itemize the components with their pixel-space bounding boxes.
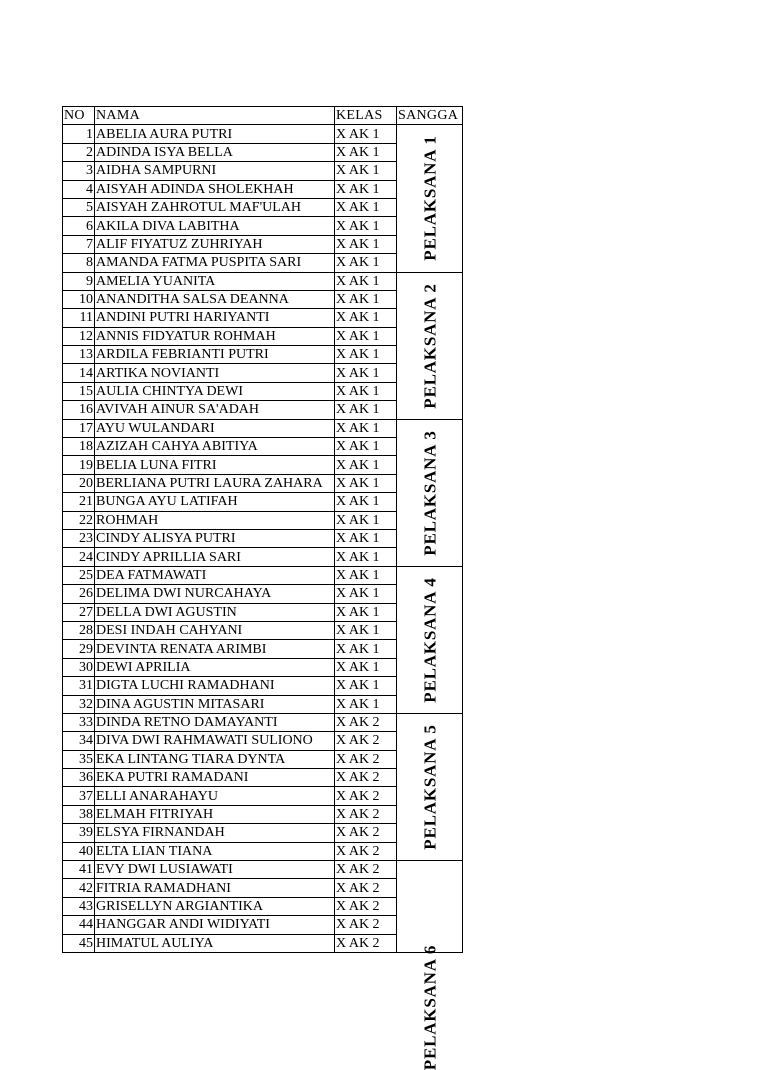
cell-nama-text: AKILA DIVA LABITHA xyxy=(96,218,240,234)
cell-nama-text: ANDINI PUTRI HARIYANTI xyxy=(96,310,270,326)
cell-kelas[interactable]: X AK 2 xyxy=(335,897,397,915)
cell-nama[interactable] xyxy=(95,879,335,897)
cell-kelas[interactable]: X AK 1 xyxy=(335,254,397,272)
cell-no[interactable]: 37 xyxy=(63,787,95,805)
cell-no[interactable]: 15 xyxy=(63,382,95,400)
cell-nama[interactable] xyxy=(95,658,335,676)
cell-kelas[interactable]: X AK 1 xyxy=(335,290,397,308)
cell-kelas[interactable]: X AK 1 xyxy=(335,621,397,639)
cell-kelas[interactable]: X AK 1 xyxy=(335,493,397,511)
cell-nama[interactable] xyxy=(95,750,335,768)
cell-kelas[interactable]: X AK 1 xyxy=(335,125,397,143)
cell-nama-text: GRISELLYN ARGIANTIKA xyxy=(96,898,263,914)
cell-kelas[interactable]: X AK 1 xyxy=(335,419,397,437)
cell-nama[interactable] xyxy=(95,419,335,437)
cell-nama-text: AMELIA YUANITA xyxy=(96,273,216,289)
cell-kelas[interactable]: X AK 1 xyxy=(335,566,397,584)
cell-nama[interactable] xyxy=(95,640,335,658)
cell-nama[interactable] xyxy=(95,180,335,198)
cell-kelas[interactable]: X AK 1 xyxy=(335,180,397,198)
cell-kelas[interactable]: X AK 1 xyxy=(335,677,397,695)
cell-no[interactable]: 34 xyxy=(63,732,95,750)
cell-no[interactable]: 26 xyxy=(63,585,95,603)
cell-nama-text: AIDHA SAMPURNI xyxy=(96,163,217,179)
cell-nama[interactable] xyxy=(95,787,335,805)
cell-no[interactable]: 43 xyxy=(63,897,95,915)
cell-nama[interactable] xyxy=(95,438,335,456)
cell-nama[interactable] xyxy=(95,732,335,750)
cell-nama-text: BELIA LUNA FITRI xyxy=(96,457,217,473)
cell-kelas[interactable]: X AK 1 xyxy=(335,382,397,400)
cell-kelas[interactable]: X AK 2 xyxy=(335,861,397,879)
cell-kelas[interactable]: X AK 1 xyxy=(335,658,397,676)
cell-no[interactable]: 6 xyxy=(63,217,95,235)
cell-kelas[interactable]: X AK 1 xyxy=(335,603,397,621)
cell-kelas[interactable]: X AK 1 xyxy=(335,235,397,253)
cell-kelas[interactable]: X AK 1 xyxy=(335,143,397,161)
cell-kelas[interactable]: X AK 1 xyxy=(335,474,397,492)
sangga-group-label: PELAKSANA 2 xyxy=(420,282,439,409)
header-nama[interactable]: NAMA xyxy=(95,107,335,125)
cell-nama[interactable] xyxy=(95,805,335,823)
cell-no[interactable]: 7 xyxy=(63,235,95,253)
header-kelas[interactable]: KELAS xyxy=(335,107,397,125)
cell-no[interactable]: 17 xyxy=(63,419,95,437)
cell-kelas[interactable]: X AK 1 xyxy=(335,272,397,290)
cell-nama[interactable] xyxy=(95,934,335,952)
cell-no[interactable]: 27 xyxy=(63,603,95,621)
cell-nama[interactable] xyxy=(95,529,335,547)
cell-kelas[interactable]: X AK 1 xyxy=(335,401,397,419)
cell-no[interactable]: 18 xyxy=(63,438,95,456)
cell-nama[interactable] xyxy=(95,548,335,566)
cell-no[interactable]: 16 xyxy=(63,401,95,419)
cell-kelas[interactable]: X AK 2 xyxy=(335,713,397,731)
cell-nama[interactable] xyxy=(95,713,335,731)
cell-kelas[interactable]: X AK 1 xyxy=(335,364,397,382)
cell-nama[interactable] xyxy=(95,861,335,879)
cell-nama-text: DIGTA LUCHI RAMADHANI xyxy=(96,678,275,694)
table-row xyxy=(63,272,463,290)
cell-sangga-group[interactable] xyxy=(397,566,463,713)
cell-nama[interactable] xyxy=(95,346,335,364)
cell-nama-text: HIMATUL AULIYA xyxy=(96,935,214,951)
cell-kelas[interactable]: X AK 1 xyxy=(335,162,397,180)
cell-no[interactable]: 11 xyxy=(63,309,95,327)
cell-nama-text: ELTA LIAN TIANA xyxy=(96,843,213,859)
cell-nama[interactable] xyxy=(95,272,335,290)
cell-kelas[interactable]: X AK 1 xyxy=(335,585,397,603)
cell-no[interactable]: 1 xyxy=(63,125,95,143)
cell-nama[interactable] xyxy=(95,566,335,584)
cell-nama[interactable] xyxy=(95,916,335,934)
cell-no[interactable]: 20 xyxy=(63,474,95,492)
cell-nama[interactable] xyxy=(95,677,335,695)
cell-no[interactable]: 45 xyxy=(63,934,95,952)
sangga-group-label: PELAKSANA 6 xyxy=(420,944,439,1070)
cell-nama[interactable] xyxy=(95,842,335,860)
cell-no[interactable]: 36 xyxy=(63,769,95,787)
cell-nama-text: CINDY ALISYA PUTRI xyxy=(96,531,236,547)
cell-nama[interactable] xyxy=(95,235,335,253)
cell-nama-text: ALIF FIYATUZ ZUHRIYAH xyxy=(96,236,263,252)
cell-no[interactable]: 12 xyxy=(63,327,95,345)
table-row xyxy=(63,566,463,584)
cell-nama[interactable] xyxy=(95,309,335,327)
cell-nama-text: ELLI ANARAHAYU xyxy=(96,788,218,804)
cell-kelas[interactable]: X AK 2 xyxy=(335,750,397,768)
cell-no[interactable]: 30 xyxy=(63,658,95,676)
cell-no[interactable]: 29 xyxy=(63,640,95,658)
cell-no[interactable]: 5 xyxy=(63,198,95,216)
cell-no[interactable]: 19 xyxy=(63,456,95,474)
cell-nama-text: DEVINTA RENATA ARIMBI xyxy=(96,641,267,657)
cell-nama-text: EKA PUTRI RAMADANI xyxy=(96,770,249,786)
cell-no[interactable]: 42 xyxy=(63,879,95,897)
cell-nama-text: ELMAH FITRIYAH xyxy=(96,807,214,823)
cell-kelas[interactable]: X AK 2 xyxy=(335,805,397,823)
cell-nama-text: AYU WULANDARI xyxy=(96,420,215,436)
cell-nama[interactable] xyxy=(95,456,335,474)
cell-nama[interactable] xyxy=(95,493,335,511)
cell-no[interactable]: 32 xyxy=(63,695,95,713)
header-row xyxy=(63,107,463,125)
spreadsheet-view xyxy=(62,106,462,1070)
cell-no[interactable]: 40 xyxy=(63,842,95,860)
cell-kelas[interactable]: X AK 2 xyxy=(335,824,397,842)
cell-nama[interactable] xyxy=(95,603,335,621)
cell-no[interactable]: 31 xyxy=(63,677,95,695)
sangga-group-label: PELAKSANA 3 xyxy=(420,429,439,556)
cell-kelas[interactable]: X AK 2 xyxy=(335,879,397,897)
cell-nama-text: AISYAH ADINDA SHOLEKHAH xyxy=(96,181,294,197)
header-sangga[interactable]: SANGGA xyxy=(397,107,463,125)
table-row xyxy=(63,419,463,437)
cell-nama-text: ELSYA FIRNANDAH xyxy=(96,825,225,841)
cell-nama[interactable] xyxy=(95,162,335,180)
table-row xyxy=(63,713,463,731)
cell-nama-text: BERLIANA PUTRI LAURA ZAHARA xyxy=(96,476,323,491)
cell-kelas[interactable]: X AK 1 xyxy=(335,198,397,216)
cell-no[interactable]: 25 xyxy=(63,566,95,584)
cell-nama-text: DEWI APRILIA xyxy=(96,659,191,675)
cell-kelas[interactable]: X AK 1 xyxy=(335,217,397,235)
cell-no[interactable]: 41 xyxy=(63,861,95,879)
cell-sangga-group[interactable] xyxy=(397,419,463,566)
cell-nama-text: ROHMAH xyxy=(96,512,159,528)
cell-nama[interactable] xyxy=(95,511,335,529)
cell-nama[interactable] xyxy=(95,125,335,143)
cell-nama-text: DIVA DWI RAHMAWATI SULIONO xyxy=(96,733,313,749)
cell-nama-text: ARDILA FEBRIANTI PUTRI xyxy=(96,347,269,363)
cell-nama-text: BUNGA AYU LATIFAH xyxy=(96,494,238,510)
cell-no[interactable]: 35 xyxy=(63,750,95,768)
cell-no[interactable]: 44 xyxy=(63,916,95,934)
cell-nama-text: ANANDITHA SALSA DEANNA xyxy=(96,292,289,308)
cell-nama-text: EVY DWI LUSIAWATI xyxy=(96,862,233,878)
cell-no[interactable]: 21 xyxy=(63,493,95,511)
cell-nama[interactable] xyxy=(95,621,335,639)
cell-no[interactable]: 4 xyxy=(63,180,95,198)
cell-nama-text: ABELIA AURA PUTRI xyxy=(96,126,233,142)
cell-nama[interactable] xyxy=(95,401,335,419)
cell-kelas[interactable]: X AK 1 xyxy=(335,548,397,566)
cell-kelas[interactable]: X AK 1 xyxy=(335,309,397,327)
table-row xyxy=(63,861,463,879)
cell-nama[interactable] xyxy=(95,198,335,216)
cell-nama-text: CINDY APRILLIA SARI xyxy=(96,549,241,565)
cell-nama[interactable] xyxy=(95,327,335,345)
sangga-group-label: PELAKSANA 1 xyxy=(420,135,439,262)
cell-nama[interactable] xyxy=(95,364,335,382)
cell-no[interactable]: 2 xyxy=(63,143,95,161)
cell-nama-text: DINDA RETNO DAMAYANTI xyxy=(96,715,278,731)
cell-nama[interactable] xyxy=(95,585,335,603)
cell-no[interactable]: 28 xyxy=(63,621,95,639)
cell-no[interactable]: 39 xyxy=(63,824,95,842)
cell-nama-text: EKA LINTANG TIARA DYNTA xyxy=(96,751,286,767)
cell-nama-text: AISYAH ZAHROTUL MAF'ULAH xyxy=(96,200,302,216)
cell-nama-text: FITRIA RAMADHANI xyxy=(96,880,231,896)
cell-nama[interactable] xyxy=(95,769,335,787)
cell-kelas[interactable]: X AK 2 xyxy=(335,732,397,750)
sangga-group-label: PELAKSANA 4 xyxy=(420,577,439,703)
cell-kelas[interactable]: X AK 1 xyxy=(335,456,397,474)
cell-sangga-group[interactable] xyxy=(397,272,463,419)
cell-kelas[interactable]: X AK 1 xyxy=(335,529,397,547)
cell-nama[interactable] xyxy=(95,382,335,400)
cell-kelas[interactable]: X AK 1 xyxy=(335,695,397,713)
cell-nama[interactable] xyxy=(95,217,335,235)
cell-kelas[interactable]: X AK 1 xyxy=(335,346,397,364)
cell-no[interactable]: 38 xyxy=(63,805,95,823)
cell-nama-text: ADINDA ISYA BELLA xyxy=(96,144,233,160)
cell-kelas[interactable]: X AK 1 xyxy=(335,511,397,529)
cell-nama-text: HANGGAR ANDI WIDIYATI xyxy=(96,917,270,933)
cell-no[interactable]: 23 xyxy=(63,529,95,547)
cell-nama[interactable] xyxy=(95,254,335,272)
cell-kelas[interactable]: X AK 1 xyxy=(335,640,397,658)
student-table xyxy=(62,106,463,1070)
cell-kelas[interactable]: X AK 2 xyxy=(335,916,397,934)
cell-no[interactable]: 8 xyxy=(63,254,95,272)
header-no[interactable]: NO xyxy=(63,107,95,125)
cell-kelas[interactable]: X AK 1 xyxy=(335,438,397,456)
cell-no[interactable]: 33 xyxy=(63,713,95,731)
cell-nama[interactable] xyxy=(95,143,335,161)
cell-nama-text: DEA FATMAWATI xyxy=(96,567,207,583)
cell-no[interactable]: 10 xyxy=(63,290,95,308)
cell-nama-text: DELLA DWI AGUSTIN xyxy=(96,604,237,620)
cell-sangga-group[interactable] xyxy=(397,125,463,272)
table-body xyxy=(63,107,463,1070)
cell-no[interactable]: 9 xyxy=(63,272,95,290)
cell-nama-text: ANNIS FIDYATUR ROHMAH xyxy=(96,328,276,344)
cell-nama-text: DESI INDAH CAHYANI xyxy=(96,623,243,639)
cell-sangga-group[interactable] xyxy=(397,713,463,860)
cell-nama-text: AULIA CHINTYA DEWI xyxy=(96,384,243,400)
cell-nama[interactable] xyxy=(95,897,335,915)
cell-kelas[interactable]: X AK 1 xyxy=(335,327,397,345)
cell-kelas[interactable]: X AK 2 xyxy=(335,769,397,787)
cell-nama-text: AZIZAH CAHYA ABITIYA xyxy=(96,439,258,455)
cell-nama[interactable] xyxy=(95,290,335,308)
sangga-group-label: PELAKSANA 5 xyxy=(420,724,439,850)
cell-sangga-group[interactable] xyxy=(397,861,463,1070)
cell-nama[interactable] xyxy=(95,474,335,492)
cell-nama-text: DINA AGUSTIN MITASARI xyxy=(96,696,265,712)
cell-no[interactable]: 14 xyxy=(63,364,95,382)
cell-nama-text: DELIMA DWI NURCAHAYA xyxy=(96,586,272,602)
cell-nama-text: ARTIKA NOVIANTI xyxy=(96,365,220,381)
cell-nama-text: AVIVAH AINUR SA'ADAH xyxy=(96,402,260,418)
cell-kelas[interactable]: X AK 2 xyxy=(335,934,397,952)
cell-kelas[interactable]: X AK 2 xyxy=(335,787,397,805)
cell-no[interactable]: 22 xyxy=(63,511,95,529)
cell-no[interactable]: 13 xyxy=(63,346,95,364)
cell-nama[interactable] xyxy=(95,695,335,713)
table-row xyxy=(63,125,463,143)
cell-nama-text: AMANDA FATMA PUSPITA SARI xyxy=(96,255,302,271)
cell-kelas[interactable]: X AK 2 xyxy=(335,842,397,860)
cell-no[interactable]: 3 xyxy=(63,162,95,180)
cell-no[interactable]: 24 xyxy=(63,548,95,566)
cell-nama[interactable] xyxy=(95,824,335,842)
